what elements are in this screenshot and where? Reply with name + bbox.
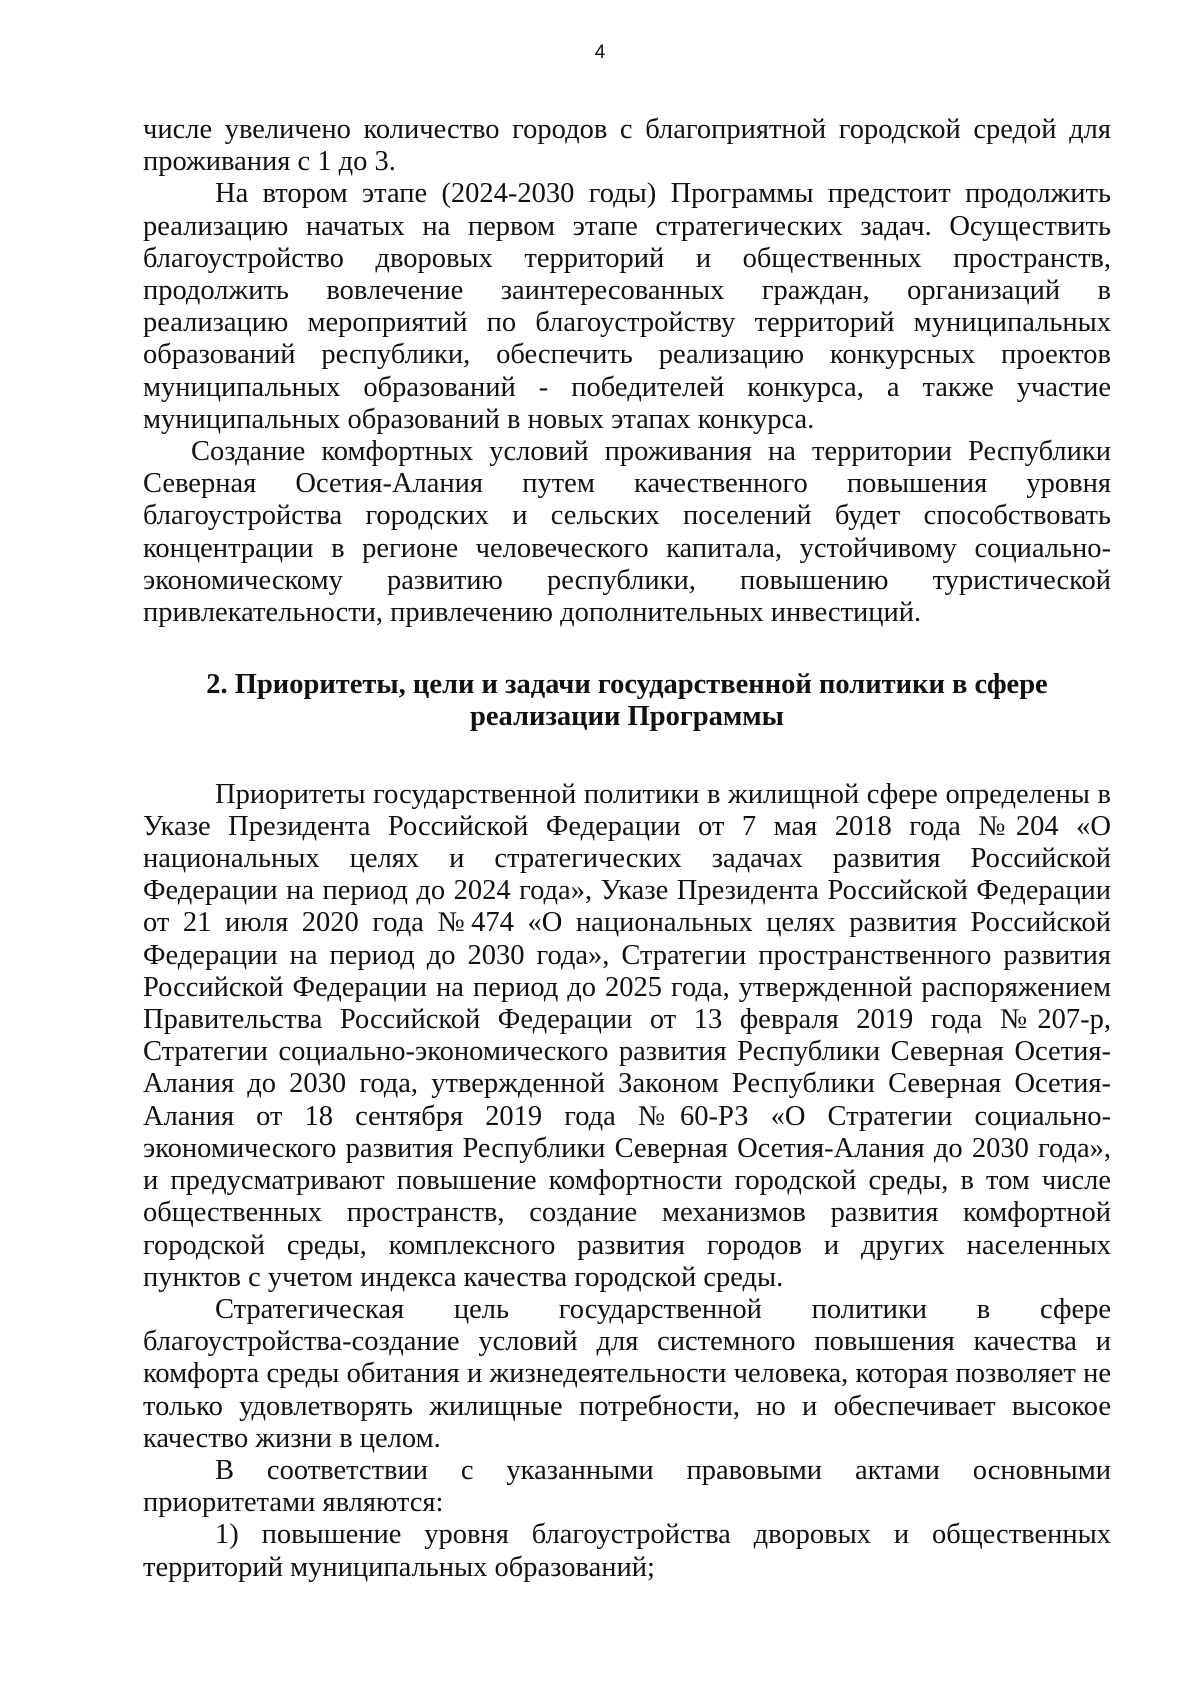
paragraph-continuation: числе увеличено количество городов с благоприятной городской средой для проживания с 1 до 3. [143, 114, 1111, 178]
document-body [143, 114, 1111, 1584]
section-heading-line-1: 2. Приоритеты, цели и задачи государственной политики в сфере [206, 669, 1048, 701]
page-number: 4 [594, 42, 606, 63]
section-heading-line-2: реализации Программы [470, 701, 784, 733]
paragraph-priorities: Приоритеты государственной политики в жилищной сфере определены в Указе Президента Российской Федерации от 7 мая 2018 года №204 «О национальных целях и стратегических задачах развития Российской Федерации на период до 2024 года», Указе Президента Российской Федерации от 21 июля 2020 года №474 «О национальных целях развития Российской Федерации на период до 2030 года», Стратегии пространственного развития Российской Федерации на период до 2025 года, утвержденной распоряжением Правительства Российской Федерации от 13 февраля 2019 года №207-р, Стратегии социально-экономического развития Республики Северная Осетия-Алания до 2030 года, утвержденной Законом Республики Северная Осетия-Алания от 18 сентября 2019 года №60-РЗ «О Стратегии социально-экономического развития Республики Северная Осетия-Алания до 2030 года», и предусматривают повышение комфортности городской среды, в том числе общественных пространств, создание механизмов развития комфортной городской среды, комплексного развития городов и других населенных пунктов с учетом индекса качества городской среды. [143, 778, 1111, 1293]
paragraph-strategic-goal: Стратегическая цель государственной политики в сфере благоустройства-создание условий для системного повышения качества и комфорта среды обитания и жизнедеятельности человека, которая позволяет не только удовлетворять жилищные потребности, но и обеспечивает высокое качество жизни в целом. [143, 1293, 1111, 1454]
section-heading [143, 669, 1111, 733]
paragraph-comfort-conditions: Создание комфортных условий проживания на территории Республики Северная Осетия-Алания путем качественного повышения уровня благоустройства городских и сельских поселений будет способствовать концентрации в регионе человеческого капитала, устойчивому социально-экономическому развитию республики, повышению туристической привлекательности, привлечению дополнительных инвестиций. [143, 436, 1111, 629]
paragraph-second-stage: На втором этапе (2024-2030 годы) Программы предстоит продолжить реализацию начатых на первом этапе стратегических задач. Осуществить благоустройство дворовых территорий и общественных пространств, продолжить вовлечение заинтересованных граждан, организаций в реализацию мероприятий по благоустройству территорий муниципальных образований республики, обеспечить реализацию конкурсных проектов муниципальных образований - победителей конкурса, а также участие муниципальных образований в новых этапах конкурса. [143, 178, 1111, 435]
list-item-1: 1) повышение уровня благоустройства дворовых и общественных территорий муниципальных образований; [143, 1519, 1111, 1583]
paragraph-main-priorities: В соответствии с указанными правовыми актами основными приоритетами являются: [143, 1454, 1111, 1519]
